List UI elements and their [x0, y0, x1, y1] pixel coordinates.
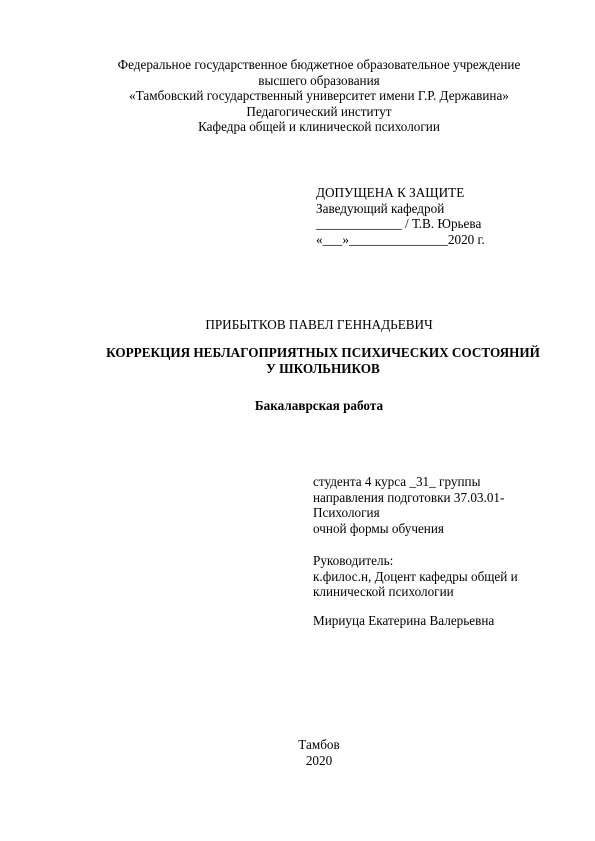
- student-course-group: студента 4 курса _31_ группы: [313, 474, 481, 489]
- student-direction: направления подготовки 37.03.01-: [313, 489, 505, 505]
- organization-header: [0, 57, 595, 135]
- student-info: [313, 474, 553, 536]
- approval-signature-line: _____________ / Т.В. Юрьева: [316, 216, 482, 232]
- org-line-education: высшего образования: [258, 72, 380, 88]
- org-line-department: Кафедра общей и клинической психологии: [198, 119, 440, 135]
- thesis-title: [0, 345, 595, 376]
- supervisor-position-cont: клинической психологии: [313, 584, 454, 600]
- student-specialty: Психология: [313, 505, 380, 521]
- org-line-federal: Федеральное государственное бюджетное образовательное учреждение: [117, 57, 521, 72]
- approval-stamp: [316, 185, 485, 247]
- org-line-institute: Педагогический институт: [246, 103, 392, 119]
- thesis-title-line-2: У ШКОЛЬНИКОВ: [266, 360, 380, 376]
- city-year: [0, 737, 595, 768]
- year: 2020: [305, 752, 333, 768]
- author-name: ПРИБЫТКОВ ПАВЕЛ ГЕННАДЬЕВИЧ: [205, 317, 433, 332]
- supervisor-position: к.филос.н, Доцент кафедры общей и: [313, 568, 518, 584]
- supervisor-label: Руководитель:: [313, 553, 394, 568]
- org-line-university: «Тамбовский государственный университет имени Г.Р. Державина»: [129, 88, 509, 104]
- work-type: Бакалаврская работа: [254, 398, 384, 413]
- thesis-title-line-1: КОРРЕКЦИЯ НЕБЛАГОПРИЯТНЫХ ПСИХИЧЕСКИХ СОСТОЯНИЙ: [106, 345, 540, 360]
- approval-heading: ДОПУЩЕНА К ЗАЩИТЕ: [316, 185, 465, 200]
- supervisor-name: Мириуца Екатерина Валерьевна: [313, 613, 495, 628]
- city: Тамбов: [298, 737, 340, 752]
- supervisor-info: [313, 553, 553, 600]
- approval-head-of-department: Заведующий кафедрой: [316, 200, 445, 216]
- student-study-form: очной формы обучения: [313, 520, 444, 536]
- approval-date-line: «___»_______________2020 г.: [316, 231, 485, 247]
